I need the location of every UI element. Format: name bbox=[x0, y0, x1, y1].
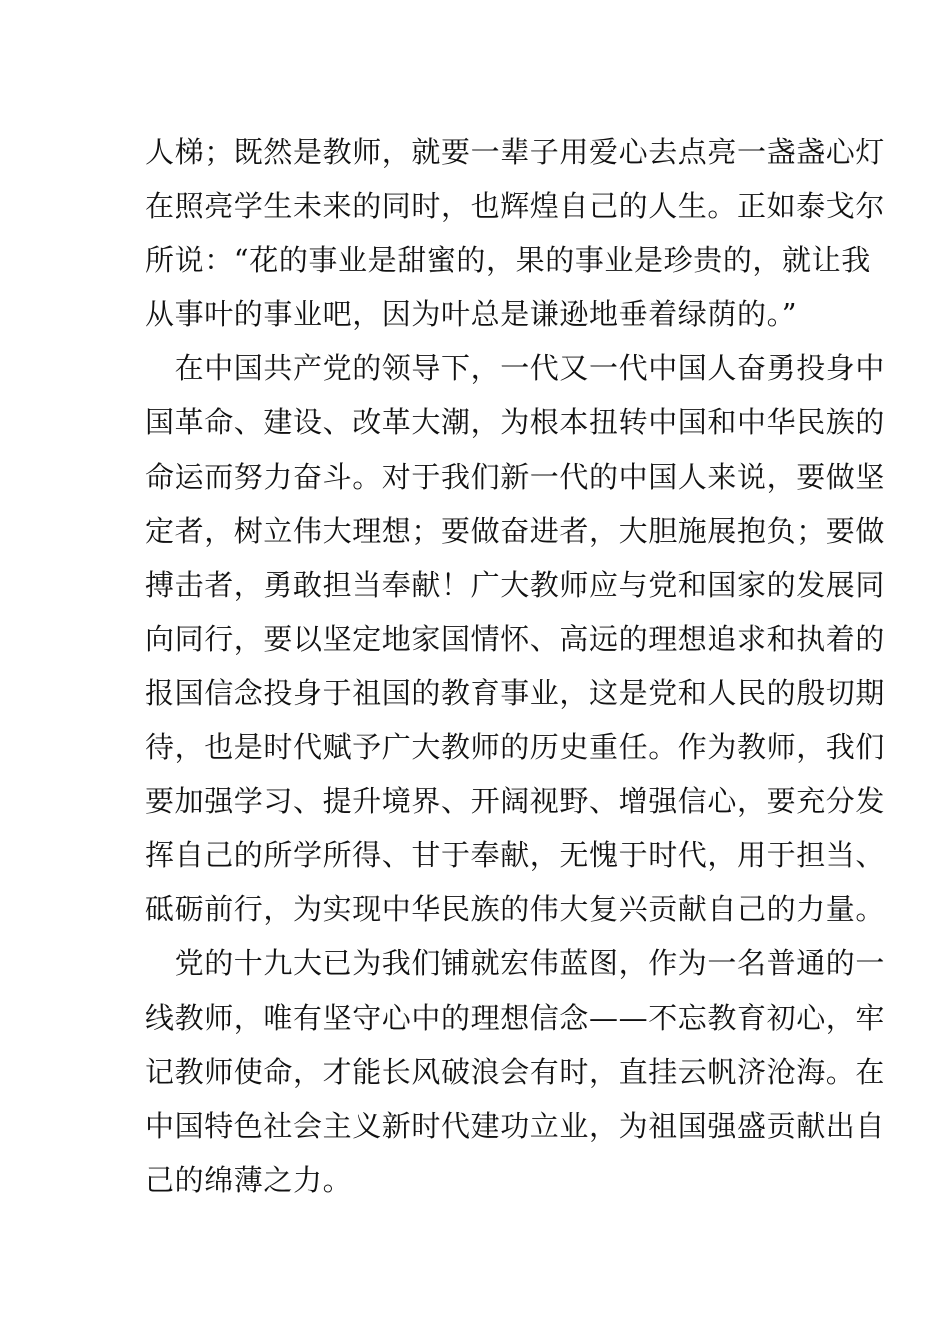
text-line: 国革命、建设、改革大潮，为根本扭转中国和中华民族的 bbox=[145, 405, 886, 440]
text-line: 线教师，唯有坚守心中的理想信念——不忘教育初心，牢 bbox=[145, 1000, 886, 1035]
text-line: 从事叶的事业吧，因为叶总是谦逊地垂着绿荫的。” bbox=[145, 297, 798, 332]
text-line: 己的绵薄之力。 bbox=[145, 1162, 353, 1197]
paragraph-start-line: 党的十九大已为我们铺就宏伟蓝图，作为一名普通的一 bbox=[145, 946, 886, 981]
text-line: 挥自己的所学所得、甘于奉献，无愧于时代，用于担当、 bbox=[145, 838, 886, 873]
text-line: 待，也是时代赋予广大教师的历史重任。作为教师，我们 bbox=[145, 730, 886, 765]
text-line: 向同行，要以坚定地家国情怀、高远的理想追求和执着的 bbox=[145, 621, 886, 656]
paragraph-start-line: 在中国共产党的领导下，一代又一代中国人奋勇投身中 bbox=[145, 351, 886, 386]
text-line: 在照亮学生未来的同时，也辉煌自己的人生。正如泰戈尔 bbox=[145, 189, 886, 224]
text-line: 定者，树立伟大理想；要做奋进者，大胆施展抱负；要做 bbox=[145, 513, 886, 548]
text-line: 中国特色社会主义新时代建功立业，为祖国强盛贡献出自 bbox=[145, 1108, 886, 1143]
body-text bbox=[145, 125, 886, 1207]
text-line: 砥砺前行，为实现中华民族的伟大复兴贡献自己的力量。 bbox=[145, 892, 886, 927]
text-line: 命运而努力奋斗。对于我们新一代的中国人来说，要做坚 bbox=[145, 459, 886, 494]
text-line: 所说：“花的事业是甜蜜的，果的事业是珍贵的，就让我 bbox=[145, 243, 871, 278]
text-line: 人梯；既然是教师，就要一辈子用爱心去点亮一盏盏心灯 bbox=[145, 135, 886, 169]
text-line: 要加强学习、提升境界、开阔视野、增强信心，要充分发 bbox=[145, 784, 886, 819]
text-line: 记教师使命，才能长风破浪会有时，直挂云帆济沧海。在 bbox=[145, 1054, 886, 1089]
text-line: 报国信念投身于祖国的教育事业，这是党和人民的殷切期 bbox=[145, 675, 886, 710]
text-line: 搏击者，勇敢担当奉献！广大教师应与党和国家的发展同 bbox=[145, 567, 886, 602]
